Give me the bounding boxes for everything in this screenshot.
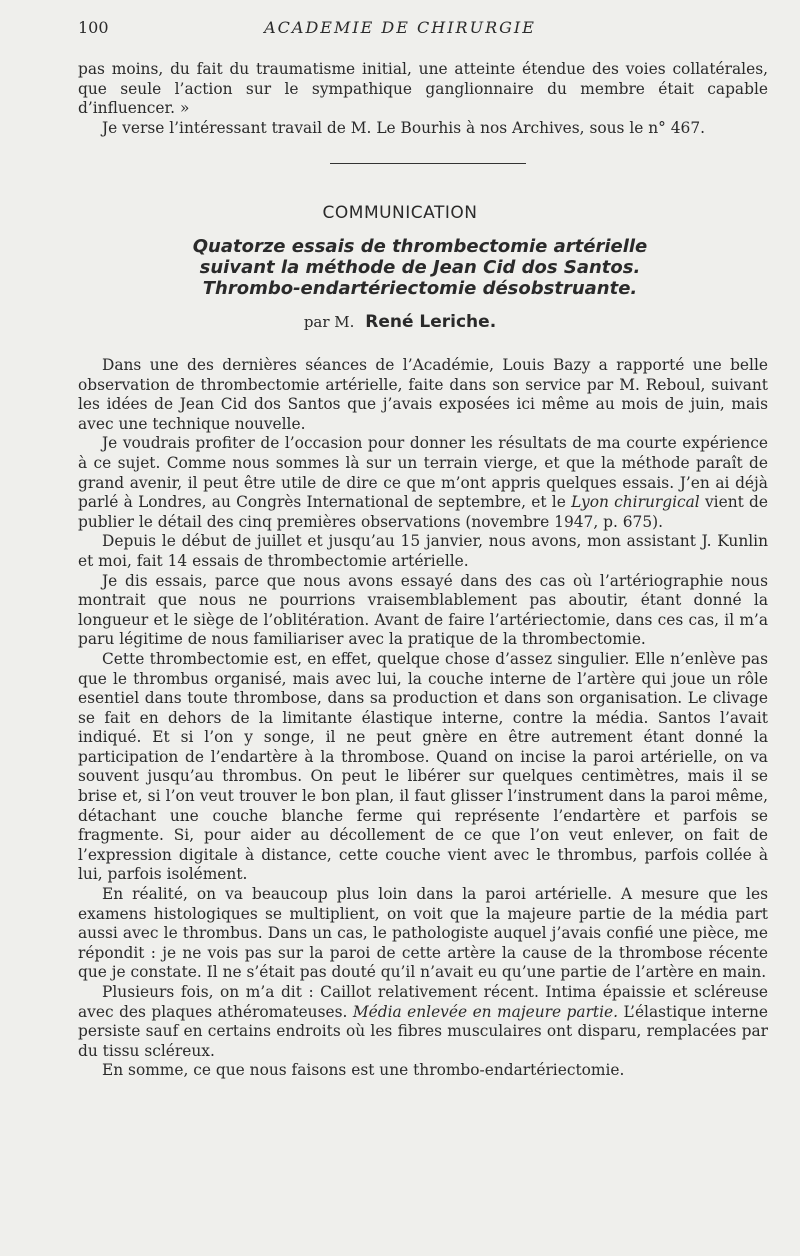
page-header — [0, 18, 800, 42]
body-paragraph-2 — [78, 434, 768, 532]
intro-paragraph-2: Je verse l’intéressant travail de M. Le Bourhis à nos Archives, sous le n° 467. — [102, 118, 706, 137]
intro-paragraph-1: pas moins, du fait du traumatisme initial, une atteinte étendue des voies collatérales, que seule l’action sur le sympathique ganglionnaire du membre était capable d’influencer. » — [78, 60, 768, 118]
body-paragraph-5: Cette thrombectomie est, en effet, quelque chose d’assez singulier. Elle n’enlève pas que le thrombus organisé, mais avec lui, la couche interne de l’artère qui joue un rôle esentiel dans toute thrombose, dans sa production et dans son organisation. Le clivage se fait en dehors de la limitante élastique interne, contre la média. Santos l’avait indiqué. Et si l’on y songe, il ne peut gnère en être autrement étant donné la participation de l’endartère à la thrombose. Quand on incise la paroi artérielle, on va souvent jusqu’au thrombus. On peut le libérer sur quelques centimètres, mais il se brise et, si l’on veut trouver le bon plan, il faut glisser l’instrument dans la paroi même, détachant une couche blanche ferme qui représente l’endartère et parfois se fragmente. Si, pour aider au décollement de ce que l’on veut enlever, on fait de l’expression digitale à distance, cette couche vient avec le thrombus, parfois collée à lui, parfois isolément. — [78, 649, 768, 884]
body-paragraph-7-text-b: L’élastique interne persiste sauf en certains endroits où les fibres musculaires ont disparu, remplacées par du tissu scléreux. — [78, 1002, 768, 1060]
title-line-2: suivant la méthode de Jean Cid dos Santos. — [199, 257, 641, 278]
body-paragraph-7 — [78, 983, 768, 1061]
emphasis-text: Média enlevée en majeure partie. — [352, 1002, 619, 1021]
intro-text — [78, 60, 768, 138]
author-name: René Leriche. — [365, 312, 497, 332]
body-paragraph-4: Je dis essais, parce que nous avons essayé dans des cas où l’artériographie nous montrait que nous ne pourrions vraisemblablement pas aboutir, étant donné la longueur et le siège de l’oblitération. Avant de faire l’artériectomie, dans ces cas, il m’a paru légitime de nous familiariser avec la pratique de la thrombectomie. — [78, 571, 768, 649]
byline — [0, 312, 800, 332]
running-title: ACADEMIE DE CHIRURGIE — [264, 18, 536, 37]
article-body — [78, 356, 768, 1081]
body-paragraph-2-text-a: Je voudrais profiter de l’occasion pour donner les résultats de ma courte expérience à ce sujet. Comme nous sommes là sur un terrain vierge, et que la méthode paraît de grand avenir, il peut être utile de dire ce que m’ont appris quelques essais. J’en ai déjà parlé à Londres, au Congrès International de septembre, et le — [78, 434, 768, 512]
title-line-3: Thrombo-endartériectomie désobstruante. — [202, 278, 638, 299]
body-paragraph-2-text-b: vient de publier le détail des cinq premières observations (novembre 1947, p. 675). — [78, 493, 768, 531]
page-number: 100 — [78, 18, 109, 37]
body-paragraph-1: Dans une des dernières séances de l’Académie, Louis Bazy a rapporté une belle observation de thrombectomie artérielle, faite dans son service par M. Reboul, suivant les idées de Jean Cid dos Santos que j’avais exposées ici même au mois de juin, mais avec une technique nouvelle. — [78, 356, 768, 433]
body-paragraph-7-text-a: Plusieurs fois, on m’a dit : Caillot relativement récent. Intima épaissie et scléreuse avec des plaques athéromateuses. — [78, 983, 768, 1021]
section-heading: COMMUNICATION — [322, 203, 478, 223]
journal-name: Lyon chirurgical — [571, 493, 700, 512]
body-paragraph-6: En réalité, on va beaucoup plus loin dans la paroi artérielle. A mesure que les examens histologiques se multiplient, on voit que la majeure partie de la média part aussi avec le thrombus. Dans un cas, le pathologiste auquel j’avais confié une pièce, me répondit : je ne vois pas sur la paroi de cette artère la cause de la thrombose récente que je constate. Il ne s’était pas douté qu’il n’avait eu qu’une partie de l’artère en main. — [78, 885, 768, 982]
section-divider — [330, 163, 526, 164]
article-title — [60, 236, 780, 299]
byline-prefix: par M. — [303, 313, 355, 331]
body-paragraph-8: En somme, ce que nous faisons est une thrombo-endartériectomie. — [102, 1061, 625, 1080]
title-line-1: Quatorze essais de thrombectomie artérielle — [192, 236, 648, 257]
body-paragraph-3: Depuis le début de juillet et jusqu’au 15 janvier, nous avons, mon assistant J. Kunlin et moi, fait 14 essais de thrombectomie artérielle. — [78, 532, 768, 570]
